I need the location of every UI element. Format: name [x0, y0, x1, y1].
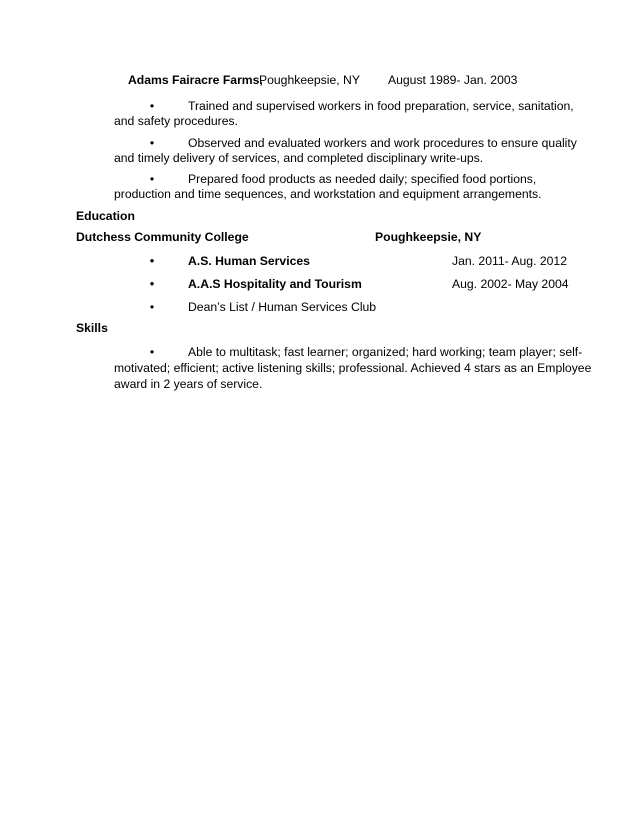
- school-name: Dutchess Community College: [76, 230, 249, 244]
- job-bullet-3-line-2: production and time sequences, and workstation and equipment arrangements.: [114, 187, 542, 201]
- bullet-icon: •: [149, 172, 155, 186]
- degree-1-dates: Jan. 2011- Aug. 2012: [452, 254, 567, 268]
- employer-name: Adams Fairacre Farms,: [128, 73, 263, 87]
- education-heading: Education: [76, 209, 135, 223]
- bullet-icon: •: [149, 254, 155, 268]
- degree-2-label: A.A.S Hospitality and Tourism: [188, 277, 362, 291]
- job-bullet-3-line-1: Prepared food products as needed daily; specified food portions,: [188, 172, 537, 186]
- skills-line-3: award in 2 years of service.: [114, 377, 263, 391]
- job-bullet-1-line-2: and safety procedures.: [114, 114, 238, 128]
- job-bullet-2-line-2: and timely delivery of services, and completed disciplinary write-ups.: [114, 151, 484, 165]
- skills-heading: Skills: [76, 321, 108, 335]
- job-bullet-2-line-1: Observed and evaluated workers and work procedures to ensure quality: [188, 136, 577, 150]
- employer-location: Poughkeepsie, NY: [259, 73, 360, 87]
- skills-line-2: motivated; efficient; active listening skills; professional. Achieved 4 stars as an Employee: [114, 361, 592, 375]
- bullet-icon: •: [149, 277, 155, 291]
- bullet-icon: •: [149, 136, 155, 150]
- degree-2-dates: Aug. 2002- May 2004: [452, 277, 569, 291]
- bullet-icon: •: [149, 300, 155, 314]
- job-bullet-1-line-1: Trained and supervised workers in food preparation, service, sanitation,: [188, 99, 574, 113]
- degree-1-label: A.S. Human Services: [188, 254, 310, 268]
- bullet-icon: •: [149, 99, 155, 113]
- school-location: Poughkeepsie, NY: [375, 230, 482, 244]
- honors-label: Dean’s List / Human Services Club: [188, 300, 377, 314]
- employment-dates: August 1989- Jan. 2003: [388, 73, 518, 87]
- bullet-icon: •: [149, 345, 155, 359]
- skills-line-1: Able to multitask; fast learner; organized; hard working; team player; self-: [188, 345, 583, 359]
